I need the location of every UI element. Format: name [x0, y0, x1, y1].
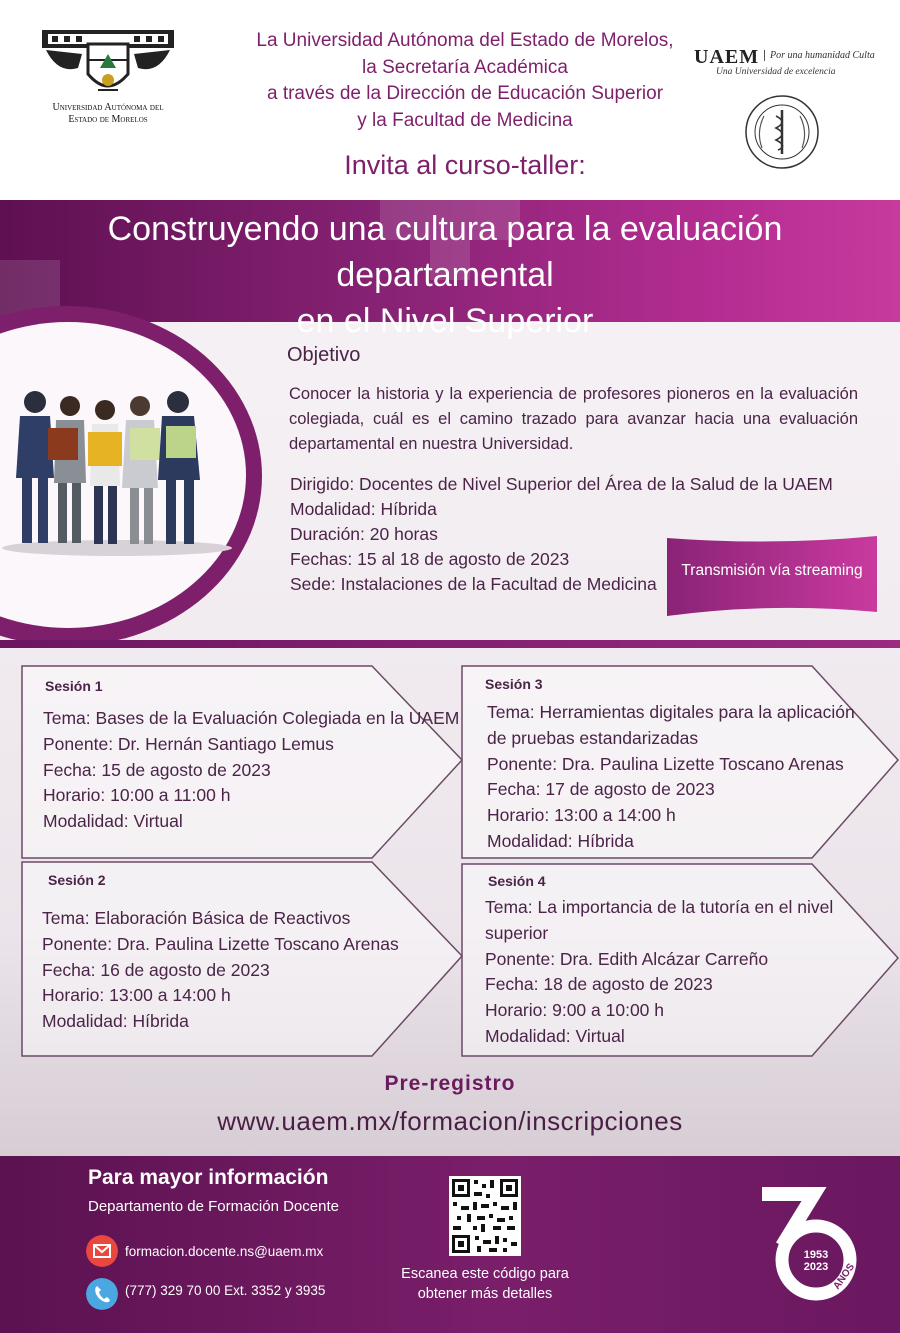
intro-line: y la Facultad de Medicina [357, 109, 573, 131]
session-line: Modalidad: Híbrida [42, 1011, 189, 1032]
session-line: Modalidad: Híbrida [487, 830, 634, 851]
brand-motto: Por una humanidad Culta [764, 50, 875, 61]
team-puzzle-illustration-icon [0, 388, 235, 558]
streaming-label: Transmisión vía streaming [681, 562, 863, 579]
session-1-heading: Sesión 1 [45, 678, 103, 694]
session-line: Tema: Bases de la Evaluación Colegiada en la UAEM [43, 708, 460, 728]
session-line: superior [485, 922, 549, 943]
objective-heading: Objetivo [287, 344, 361, 366]
university-name [28, 102, 188, 126]
footer-title: Para mayor información [88, 1166, 329, 1189]
detail-modality: Modalidad: Híbrida [290, 499, 437, 519]
university-name-line1: Universidad Autónoma del [52, 102, 164, 113]
detail-venue: Sede: Instalaciones de la Facultad de Medicina [290, 574, 657, 594]
session-3-heading: Sesión 3 [485, 676, 543, 692]
contact-email[interactable]: formacion.docente.ns@uaem.mx [125, 1244, 324, 1259]
qr-code-icon[interactable] [449, 1176, 521, 1256]
session-line: Modalidad: Virtual [43, 811, 183, 832]
invite-heading: Invita al curso-taller: [344, 150, 586, 180]
intro-text [230, 28, 700, 134]
session-line: Tema: La importancia de la tutoría en el nivel [485, 897, 834, 917]
session-line: Modalidad: Virtual [485, 1025, 625, 1046]
session-line: Horario: 10:00 a 11:00 h [43, 785, 231, 806]
session-3-details [487, 700, 855, 855]
session-line: Horario: 9:00 a 10:00 h [485, 1000, 665, 1021]
qr-caption-line2: obtener más detalles [417, 1286, 553, 1302]
anniversary-word: AÑOS [831, 1261, 858, 1292]
email-icon [86, 1235, 118, 1267]
svg-text:1953: 1953 [803, 1249, 829, 1261]
qr-caption-line1: Escanea este código para [401, 1266, 569, 1282]
session-line: Tema: Herramientas digitales para la aplicación [487, 702, 855, 722]
session-1-details [43, 706, 459, 835]
session-line: de pruebas estandarizadas [487, 727, 699, 748]
university-name-line2: Estado de Morelos [68, 114, 148, 125]
session-line: Ponente: Dra. Paulina Lizette Toscano Arenas [42, 933, 399, 954]
registration-link[interactable]: www.uaem.mx/formacion/inscripciones [217, 1106, 683, 1136]
intro-line: la Secretaría Académica [362, 56, 568, 78]
course-title-line1: Construyendo una cultura para la evaluación departamental [107, 210, 783, 294]
session-line: Horario: 13:00 a 14:00 h [487, 805, 676, 826]
intro-line: a través de la Dirección de Educación Superior [266, 83, 664, 104]
qr-caption [380, 1264, 590, 1304]
detail-dates: Fechas: 15 al 18 de agosto de 2023 [290, 549, 570, 569]
svg-text:2023: 2023 [803, 1261, 829, 1273]
session-line: Ponente: Dra. Paulina Lizette Toscano Arenas [487, 753, 844, 774]
session-2-details [42, 906, 399, 1035]
session-4-heading: Sesión 4 [488, 873, 546, 889]
footer-department: Departamento de Formación Docente [88, 1198, 339, 1215]
session-line: Ponente: Dr. Hernán Santiago Lemus [43, 733, 334, 754]
session-line: Fecha: 18 de agosto de 2023 [485, 974, 713, 995]
uaem-seal-icon [38, 24, 178, 102]
intro-line: La Universidad Autónoma del Estado de Morelos, [256, 30, 674, 51]
anniversary-70-logo-icon [752, 1186, 862, 1306]
faculty-seal-icon [742, 92, 822, 172]
objective-text: Conocer la historia y la experiencia de profesores pioneros en la evaluación colegiada, cuál es el camino trazado para avanzar hacia una evaluación departamental en nuestra Universidad. [289, 385, 858, 453]
session-line: Fecha: 17 de agosto de 2023 [487, 779, 715, 800]
session-line: Horario: 13:00 a 14:00 h [42, 985, 231, 1006]
session-line: Tema: Elaboración Básica de Reactivos [42, 908, 351, 928]
session-line: Fecha: 16 de agosto de 2023 [42, 959, 270, 980]
phone-icon [86, 1278, 118, 1310]
brand-name: UAEM [694, 46, 760, 68]
session-line: Fecha: 15 de agosto de 2023 [43, 759, 271, 780]
session-line: Ponente: Dra. Edith Alcázar Carreño [485, 948, 769, 969]
detail-duration: Duración: 20 horas [290, 524, 438, 544]
course-title-line2: en el Nivel Superior [296, 302, 594, 340]
uaem-brand-logo [694, 46, 874, 77]
preregistration-label: Pre-registro [384, 1072, 516, 1095]
detail-audience: Dirigido: Docentes de Nivel Superior del Área de la Salud de la UAEM [290, 474, 833, 494]
section-divider [0, 640, 900, 648]
session-2-heading: Sesión 2 [48, 872, 106, 888]
brand-subtitle: Una Universidad de excelencia [716, 67, 836, 77]
session-4-details [485, 895, 833, 1050]
contact-phone[interactable]: (777) 329 70 00 Ext. 3352 y 3935 [125, 1283, 326, 1298]
